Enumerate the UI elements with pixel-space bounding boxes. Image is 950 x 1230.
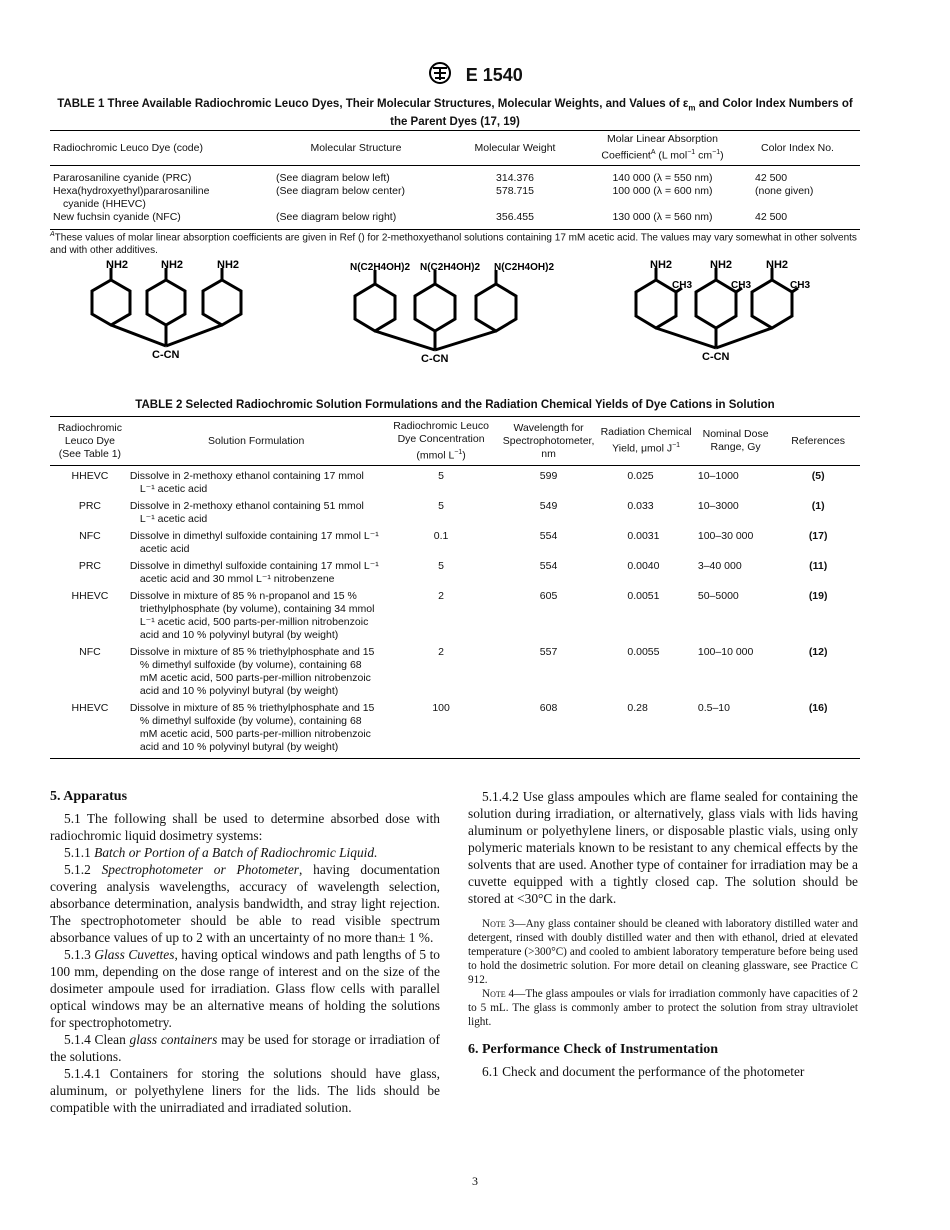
table2-col-formulation: Solution Formulation xyxy=(207,434,305,447)
table2 xyxy=(50,416,860,759)
methyl-label: CH3 xyxy=(672,280,693,291)
paragraph-5-1-4: 5.1.4 Clean glass containers may be used for storage or irradiation of the solutions. xyxy=(50,1032,440,1064)
paragraph-5-1-3: 5.1.3 Glass Cuvettes, having optical windows and path lengths of 5 to 100 mm, depending on the dose range of interest and on the size of the dosimeter ampoule used for irradiation. Glass flow cells with parallel optical windows may be an alternative means of holding the solutions for spectrophotometry. xyxy=(50,947,440,1030)
amine-label: NH2 xyxy=(217,259,240,271)
table1-title: TABLE 1 Three Available Radiochromic Leuco Dyes, Their Molecular Structures, Molecular Weights, and Values of $\varepsilon_m$ and Color Index Numbers of the Parent Dyes (17, 19) xyxy=(57,98,853,129)
paragraph-5-1-2: 5.1.2 Spectrophotometer or Photometer, having documentation covering analysis wavelengths, accuracy of wavelength selection, absorbance determination, analysis bandwidth, and stray light rejection. The spectrophotometer should be able to read visible spectrum absorbance values of up to 2 with an uncertainty of no more than± 1 %. xyxy=(50,862,440,945)
section-6-heading: 6. Performance Check of Instrumentation xyxy=(468,1042,719,1057)
amine-label: NH2 xyxy=(161,259,184,271)
paragraph-5-1-4-2: 5.1.4.2 Use glass ampoules which are flame sealed for containing the solution during irradiation, or alternatively, glass vials with lids having aluminum or polyethylene liners, or disposable plastic vials, using only polymeric materials known to be resistant to any chemical effects by the solvents that are used. Another type of container for irradiation may be a cuvette equipped with a tightly closed cap. The solution should be stored at <30°C in the dark. xyxy=(468,789,858,906)
table-row: NFC Dissolve in dimethyl sulfoxide containing 17 mmol L⁻¹ acetic acid 0.1 554 0.0031 100–30 000 (17) xyxy=(79,530,828,555)
substituent-label: N(C2H4OH)2 xyxy=(420,262,481,273)
table-row: PRC Dissolve in dimethyl sulfoxide containing 17 mmol L⁻¹ acetic acid and 30 mmol L⁻¹ nitrobenzene 5 554 0.0040 3–40 000 (11) xyxy=(78,560,828,585)
table-row: HHEVC Dissolve in mixture of 85 % triethylphosphate and 15 % dimethyl sulfoxide (by volume), containing 68 mM acetic acid, 500 parts-per-million nitrobenzoic acid and 10 % polyvinyl butyral (by weight) 100 608 0.28 0.5–10 (16) xyxy=(50,698,860,759)
document-header xyxy=(0,62,950,89)
table1-col-color-index: Color Index No. xyxy=(761,141,834,154)
paragraph-5-1: 5.1 The following shall be used to determine absorbed dose with radiochromic liquid dosimetry systems: xyxy=(50,811,440,843)
amine-label: NH2 xyxy=(106,259,129,271)
table-row: Hexa(hydroxyethyl)pararosaniline cyanide (HHEVC) (See diagram below center) 578.715 100 000 (λ = 600 nm) (none given) xyxy=(53,185,814,210)
note-4: Note 4—The glass ampoules or vials for irradiation commonly have capacities of 2 to 5 mL. The glass is commonly amber to protect the solution from stray ultraviolet light. xyxy=(468,988,859,1028)
table2-col-dye: Radiochromic Leuco Dye (See Table 1) xyxy=(57,421,123,460)
prc-molecule-diagram xyxy=(84,258,264,368)
table2-col-dose: Nominal Dose Range, Gy xyxy=(702,428,769,453)
left-text-column xyxy=(50,788,440,1116)
substituent-label: N(C2H4OH)2 xyxy=(350,262,411,273)
table2-col-concentration: Radiochromic Leuco Dye Concentration (mmol $L^{-1}$) xyxy=(393,419,489,462)
hhevc-molecule-diagram xyxy=(344,258,564,368)
paragraph-6-1: 6.1 Check and document the performance of the photometer xyxy=(482,1064,805,1079)
table1-col-absorption: Molar Linear Absorption Coefficient$^A$ (L mol$^{-1}$ $cm^{-1}$) xyxy=(601,133,724,162)
table2-title: TABLE 2 Selected Radiochromic Solution Formulations and the Radiation Chemical Yields of Dye Cations in Solution xyxy=(135,399,775,411)
paragraph-5-1-1: 5.1.1 Batch or Portion of a Batch of Radiochromic Liquid. xyxy=(64,845,378,860)
table1-footnote: $^A$These values of molar linear absorption coefficients are given in Ref () for 2-methoxyethanol solutions containing 17 mM acetic acid. The values may vary somewhat in other solvents and with other additives. xyxy=(50,231,857,257)
bridge-label: C-CN xyxy=(702,351,730,363)
right-text-column xyxy=(468,788,858,1080)
table2-header-row xyxy=(50,417,860,466)
paragraph-5-1-4-1: 5.1.4.1 Containers for storing the solutions should have glass, aluminum, or polyethylene liners for the lids. The lids should be compatible with the unirradiated and irradiated solution. xyxy=(50,1066,440,1115)
table2-col-references: References xyxy=(791,434,845,447)
amine-label: NH2 xyxy=(650,259,673,271)
table1-col-structure: Molecular Structure xyxy=(310,141,402,154)
nfc-molecule-diagram xyxy=(624,258,824,368)
amine-label: NH2 xyxy=(710,259,733,271)
substituent-label: N(C2H4OH)2 xyxy=(494,262,555,273)
table1-col-weight: Molecular Weight xyxy=(474,141,556,154)
bridge-label: C-CN xyxy=(152,349,180,361)
bridge-label: C-CN xyxy=(421,353,449,365)
table-row: HHEVC Dissolve in mixture of 85 % n-propanol and 15 % triethylphosphate (by volume), containing 34 mmol L⁻¹ acetic acid, 500 parts-per-million nitrobenzoic acid and 10 % polyvinyl butyral (by weight) 2 605 0.0051 50–5000 (19) xyxy=(71,590,828,641)
methyl-label: CH3 xyxy=(790,280,811,291)
methyl-label: CH3 xyxy=(731,280,752,291)
table-row: Pararosaniline cyanide (PRC) (See diagram below left) 314.376 140 000 (λ = 550 nm) 42 500 xyxy=(53,172,788,184)
table-row: New fuchsin cyanide (NFC) (See diagram below right) 356.455 130 000 (λ = 560 nm) 42 500 xyxy=(50,211,860,230)
table1-col-dye: Radiochromic Leuco Dye (code) xyxy=(53,141,203,154)
table-row: PRC Dissolve in 2-methoxy ethanol containing 51 mmol L⁻¹ acetic acid 5 549 0.033 10–3000 (1) xyxy=(78,500,825,525)
astm-logo-icon xyxy=(427,62,453,89)
table2-col-wavelength: Wavelength for Spectrophotometer, nm xyxy=(502,421,595,460)
table-row: NFC Dissolve in mixture of 85 % triethylphosphate and 15 % dimethyl sulfoxide (by volume), containing 68 mM acetic acid, 500 parts-per-million nitrobenzoic acid and 10 % polyvinyl butyral (by weight) 2 557 0.0055 100–10 000 (12) xyxy=(79,646,828,697)
note-3: Note 3—Any glass container should be cleaned with laboratory distilled water and detergent, rinsed with doubly distilled water and then with ethanol, dried at elevated temperature (>300°C) and cooled to ambient laboratory temperature before being used to hold the dosimetric solution. For more detail on cleaning glassware, see Practice C 912. xyxy=(468,918,858,986)
table2-col-yield: Radiation Chemical Yield, μmol $J^{-1}$ xyxy=(600,426,692,455)
table1-header-row xyxy=(50,131,860,166)
table-row: HHEVC Dissolve in 2-methoxy ethanol containing 17 mmol L⁻¹ acetic acid 5 599 0.025 10–1000 (5) xyxy=(71,470,825,495)
page-number: 3 xyxy=(472,1174,478,1188)
amine-label: NH2 xyxy=(766,259,789,271)
document-designation: E 1540 xyxy=(465,65,523,85)
table1 xyxy=(50,130,860,230)
section-5-heading: 5. Apparatus xyxy=(50,789,128,804)
